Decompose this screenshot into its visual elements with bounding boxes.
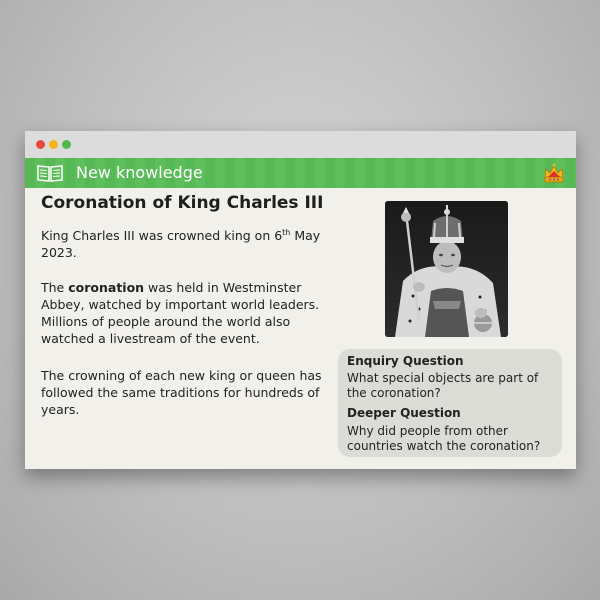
section-banner: [25, 158, 576, 188]
slide-window: [25, 131, 576, 469]
paragraph-coronation: The coronation was held in Westminster Abbey, watched by important world leaders. Millions of people around the world also watched a livestream of the event.: [41, 280, 320, 346]
questions-box: [338, 349, 562, 457]
deeper-question-text: Why did people from other countries watch the coronation?: [347, 424, 541, 453]
lesson-heading: Coronation of King Charles III: [41, 193, 324, 213]
book-icon: [36, 163, 64, 183]
king-photo: [385, 201, 508, 337]
maximize-window-dot[interactable]: [62, 140, 71, 149]
minimize-window-dot[interactable]: [49, 140, 58, 149]
paragraph-date: King Charles III was crowned king on 6th May 2023.: [41, 227, 321, 260]
close-window-dot[interactable]: [36, 140, 45, 149]
deeper-question-label: Deeper Question: [347, 406, 461, 420]
enquiry-question-label: Enquiry Question: [347, 354, 464, 368]
enquiry-question-text: What special objects are part of the coronation?: [347, 371, 539, 400]
window-titlebar: [25, 131, 576, 158]
paragraph-traditions: The crowning of each new king or queen has followed the same traditions for hundreds of years.: [41, 368, 322, 417]
keyword-coronation: coronation: [68, 280, 145, 295]
banner-title: New knowledge: [76, 163, 203, 182]
crown-icon: [542, 161, 566, 185]
